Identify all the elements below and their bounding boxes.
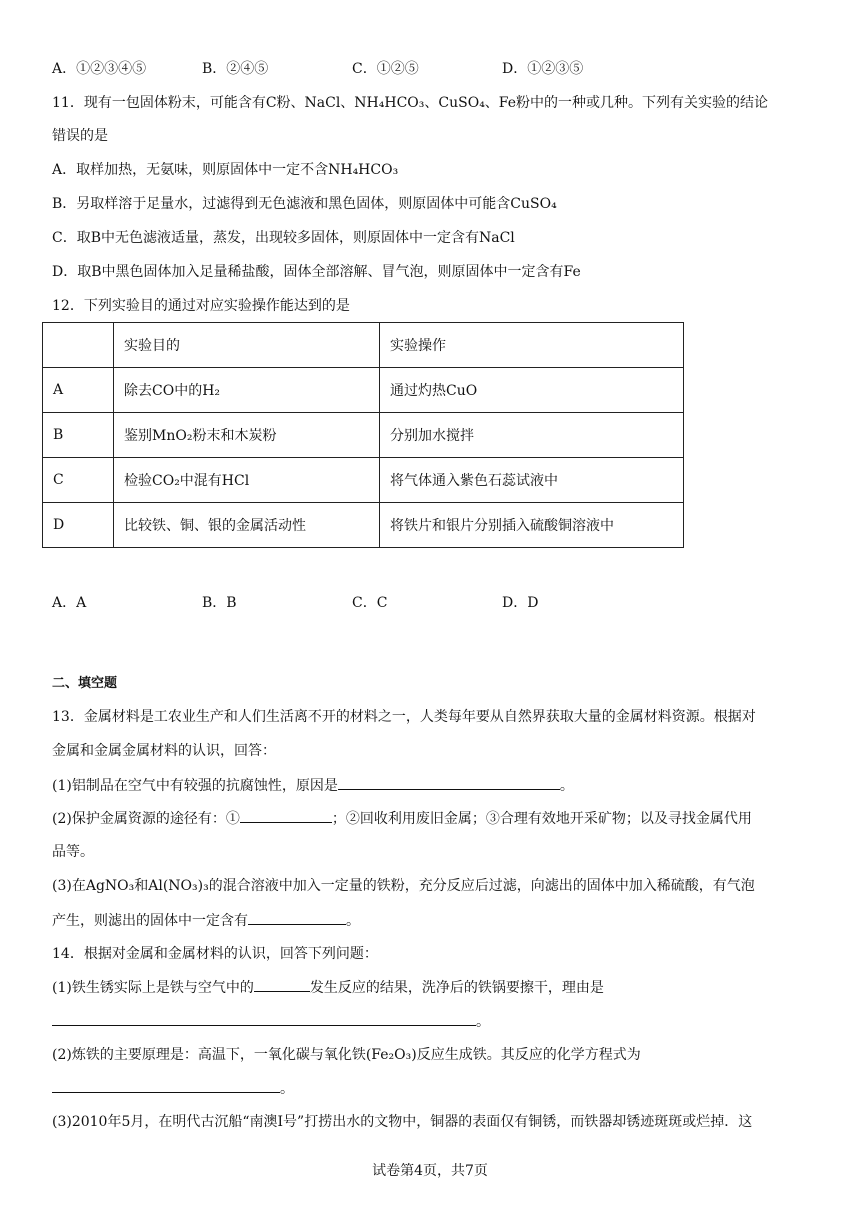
- q14-part1-text: (1)铁生锈实际上是铁与空气中的: [52, 980, 254, 996]
- q13-part2-text: (2)保护金属资源的途径有：①: [52, 811, 240, 827]
- q11-option-c[interactable]: C．取B中无色滤液适量，蒸发，出现较多固体，则原固体中一定含有NaCl: [52, 230, 515, 246]
- answer-blank[interactable]: [338, 775, 560, 790]
- table-header-cell: 实验目的: [114, 323, 380, 368]
- table-cell: 除去CO中的H₂: [114, 368, 380, 413]
- q13-part2-rest: ；②回收利用废旧金属；③合理有效地开采矿物；以及寻找金属代用: [331, 811, 752, 827]
- table-cell: 比较铁、铜、银的金属活动性: [114, 503, 380, 548]
- q13-part1: [52, 775, 574, 796]
- q13-part3-end: 。: [346, 913, 360, 929]
- q13-part3-line2: [52, 910, 360, 931]
- q14-part1: [52, 977, 604, 998]
- q13-part1-end: 。: [559, 778, 574, 794]
- q14-part1-line2: [52, 1011, 490, 1032]
- q11-option-a[interactable]: A．取样加热，无氨味，则原固体中一定不含NH₄HCO₃: [52, 162, 399, 178]
- answer-blank[interactable]: [254, 977, 310, 992]
- q11-stem-line1: 11．现有一包固体粉末，可能含有C粉、NaCl、NH₄HCO₃、CuSO₄、Fe粉中的一种或几种。下列有关实验的结论: [52, 95, 769, 111]
- table-cell: 将气体通入紫色石蕊试液中: [380, 458, 684, 503]
- q13-part3-text: 产生，则滤出的固体中一定含有: [52, 913, 248, 929]
- q14-part3-line1: (3)2010年5月，在明代古沉船“南澳I号”打捞出水的文物中，铜器的表面仅有铜锈，而铁器却锈迹斑斑或烂掉．这: [52, 1114, 753, 1130]
- answer-blank[interactable]: [52, 1011, 476, 1026]
- table-row: [43, 458, 684, 503]
- table-row: [43, 368, 684, 413]
- table-row: [43, 413, 684, 458]
- table-cell: 分别加水搅拌: [380, 413, 684, 458]
- q11-option-d[interactable]: D．取B中黑色固体加入足量稀盐酸，固体全部溶解、冒气泡，则原固体中一定含有Fe: [52, 264, 581, 280]
- q14-part2-line1: (2)炼铁的主要原理是：高温下，一氧化碳与氧化铁(Fe₂O₃)反应生成铁。其反应的化学方程式为: [52, 1047, 641, 1063]
- q12-option-d[interactable]: D．D: [502, 595, 539, 611]
- q11-option-b[interactable]: B．另取样溶于足量水，过滤得到无色滤液和黑色固体，则原固体中可能含CuSO₄: [52, 196, 557, 212]
- table-cell: 检验CO₂中混有HCl: [114, 458, 380, 503]
- table-header-cell: [43, 323, 114, 368]
- section-title-fill-in: 二、填空题: [52, 676, 118, 691]
- q13-part3-line1: (3)在AgNO₃和Al(NO₃)₃的混合溶液中加入一定量的铁粉，充分反应后过滤，向滤出的固体中加入稀硫酸，有气泡: [52, 878, 755, 894]
- q14-stem: 14．根据对金属和金属材料的认识，回答下列问题：: [52, 946, 378, 962]
- q12-option-a[interactable]: A．A: [52, 595, 87, 611]
- answer-blank[interactable]: [240, 808, 332, 823]
- q12-stem: 12．下列实验目的通过对应实验操作能达到的是: [52, 298, 350, 314]
- table-cell: 将铁片和银片分别插入硫酸铜溶液中: [380, 503, 684, 548]
- table-cell: C: [43, 458, 114, 503]
- q13-stem-line2: 金属和金属金属材料的认识，回答：: [52, 743, 276, 759]
- page-footer: 试卷第4页，共7页: [372, 1163, 488, 1179]
- table-cell: 鉴别MnO₂粉末和木炭粉: [114, 413, 380, 458]
- q10-option-a[interactable]: A．①②③④⑤: [52, 61, 147, 77]
- q13-part1-text: (1)铝制品在空气中有较强的抗腐蚀性，原因是: [52, 778, 338, 794]
- table-row: [43, 503, 684, 548]
- q10-option-d[interactable]: D．①②③⑤: [502, 61, 584, 77]
- q14-part2-end: 。: [280, 1081, 294, 1097]
- q12-option-c[interactable]: C．C: [352, 595, 388, 611]
- table-cell: A: [43, 368, 114, 413]
- table-cell: 通过灼热CuO: [380, 368, 684, 413]
- q10-option-c[interactable]: C．①②⑤: [352, 61, 419, 77]
- q14-part1-end: 。: [476, 1014, 490, 1030]
- table-header-row: [43, 323, 684, 368]
- q11-stem-line2: 错误的是: [52, 128, 108, 144]
- table-header-cell: 实验操作: [380, 323, 684, 368]
- q13-stem-line1: 13．金属材料是工农业生产和人们生活离不开的材料之一，人类每年要从自然界获取大量的金属材料资源。根据对: [52, 709, 756, 725]
- answer-blank[interactable]: [248, 910, 346, 925]
- answer-blank[interactable]: [52, 1078, 280, 1093]
- q13-part2-line2: 品等。: [52, 844, 94, 860]
- table-cell: B: [43, 413, 114, 458]
- q14-part2-line2: [52, 1078, 294, 1099]
- q13-part2: [52, 808, 752, 829]
- q14-part1-rest: 发生反应的结果，洗净后的铁锅要擦干，理由是: [309, 980, 604, 996]
- table-cell: D: [43, 503, 114, 548]
- q12-option-b[interactable]: B．B: [202, 595, 237, 611]
- q10-option-b[interactable]: B．②④⑤: [202, 61, 269, 77]
- q12-experiment-table: [42, 322, 684, 548]
